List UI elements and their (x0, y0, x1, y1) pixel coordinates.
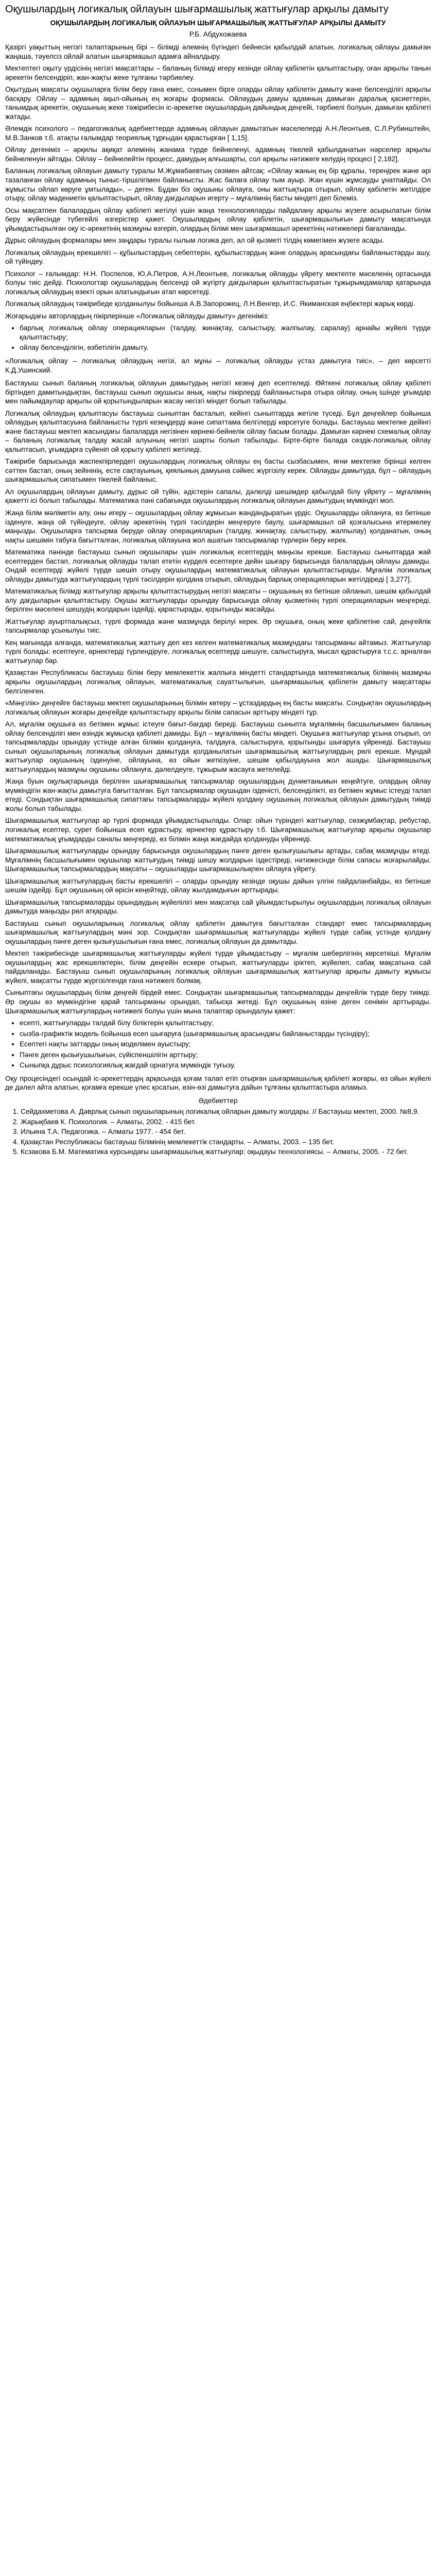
paragraph: Оқу процесіндегі осындай іс-әрекеттердің арқасында қоғам талап етіп отырған шығармашылық қабілеті жоғары, өз ойын жүйелі де дәлел айта алатын, қоғамға ерекше үлес қосатын, өзін-өзі дамытуға дайын тұлғаны қалыптастыра аламыз. (5, 1074, 431, 1092)
paragraph: Жаңа білім мәліметін алу, оны игеру – оқушылардың ойлау жұмысын жандандыратын үрдіс. Оқушыларды ойлануға, өз бетінше ізденуге, жаңа ой түйіндеуге, ойлау әрекетінің түрлі тәсілдерін меңгеруге баулу, шығармашыл ой қозғалысына итермелеу маңызды. Оқушыларға тапсырма беруде ойлау операцияларын (талдау, жинақтау, салыстыру, жалпылау) қолданатын, оның нақты шешімін табуға бағытталған, логикалық ойлауына жол ашатын тапсырмалар түрлерін беру керек. (5, 509, 431, 544)
reference-item: 2. Жарықбаев К. Психология. – Алматы, 2002. - 415 бет. (21, 1117, 431, 1127)
paragraph: Бастауыш сынып оқушыларының логикалық ойлау қабілетін дамытуға бағытталған стандарт емес тапсырмалардың шығармашылық жаттығулардың мәні зор. Сондықтан шығармашылық жаттығуларды жүйелі түрде сабақ үстінде қолдану оқушылардың пәнге деген қызығушылығын ғана емес, логикалық ойлауын да дамытады. (5, 919, 431, 945)
paragraph: Әлемдік психолого – педагогикалық әдебиеттерде адамның ойлауын дамытатын мәселелерді А.Н.Леонтьев, С.Л.Рубинштейн, М.В.Занков т.б. атақты ғалымдар теориялық тұрғыдан қарастырған [ 1,15]. (5, 125, 431, 142)
reference-item: 5. Ксзакова Б.М. Математика курсындағы шығармашылық жаттығулар: оқыдауы технологиясы. – Алматы, 2005. - 72 бет. (21, 1147, 431, 1157)
paragraph: Баланың логикалық ойлауын дамыту туралы М.Жұмабаевтың сөзімен айтсақ: «Ойлау жаның ең бір құралы, тереңірек және әрі тазаланған ойлау адамның тыныс-тіршілігімен байланысты. Жас балаға ойлау тым ауыр. Жан күшін жұмсауды ұнатпайды. Ол жұмысты ойлап көруге ұмтылады», – деген. Бұдан біз оқушыны ойлауға, оны жаттықтыра отырып, ойлау қабілетін жетілдіре отыру, ойлау мәдениетін қалыптастырып, ойлау дағдыларын игерту – мұғалімнің басты міндеті деп білеміз. (5, 167, 431, 202)
paragraph: Сыныптағы оқушылардың білім деңгейі бірдей емес. Сондықтан шығармашылық тапсырмаларды деңгейлік түрде беру тиімді. Әр оқушы өз мүмкіндігіне қарай тапсырманы орындап, табысқа жетеді. Бұл оқушының өзіне деген сенімін арттырады. Шығармашылық жаттығулардың нәтижелі болуы үшін мына талаптар орындалуы қажет: (5, 989, 431, 1015)
author-name: Р.Б. Абдухожаева (189, 30, 247, 38)
paragraph: Қазіргі уақыттың негізгі талаптарының бірі – білімді әлемнің бүгіндегі бейнесін қабылдай алатын, логикалық ойлауы дамыған жаңаша, тәуелсіз ойлай алатын шығармашыл адамға айналдыру. (5, 43, 431, 60)
bullet-list-1 (5, 324, 431, 352)
paragraph: Жаттығулар ауыртпалықсыз, түрлі формада және мазмұнда берілуі керек. Әр оқушыға, оның жеке қабілетіне сай, деңгейлік тапсырмалар ұсынылуы тиіс. (5, 617, 431, 635)
paragraph: Шығармашылық жаттығулардың басты ерекшелігі – оларды орындау кезінде оқушы дайын үлгіні пайдаланбайды, өз бетінше шешім іздейді. Бұл оқушының ой өрісін кеңейтеді, ойлау жылдамдығын арттырады. (5, 877, 431, 894)
list-item: • есепті, жаттығуларды талдай білу біліктерін қалыптастыру; (20, 1019, 431, 1028)
article-page (0, 0, 436, 1173)
list-item: • сызба-графиктік модель бойынша есеп шығаруға (шығармашылық арасындағы байланыстарды түсіндіру); (20, 1029, 431, 1039)
paragraph: Логикалық ойлаудың тәжірибеде қолданылуы бойынша А.В.Запорожец, Л.Н.Венгер, И.С. Якиманская еңбектері жарық көрді. (5, 300, 415, 308)
paragraph: Математикалық білімді жаттығулар арқылы қалыптастырудың негізгі мақсаты – оқушының өз бетінше ойланып, шешім қабылдай алу дағдыларын қалыптастыру. Оқушы жаттығуларды орындау барысында ойлау қызметінің түрлі операцияларын меңгереді, берілген мәселені шешудің жолдарын іздейді, қарастырады, қорытынды жасайды. (5, 587, 431, 614)
quote: «Логикалық ойлау – логикалық ойлаудың негізі, ал мұны – логикалық ойлауды үстаз дамытуға тиіс», – деп көрсетті К.Д.Ушинский. (5, 357, 431, 374)
paragraph: Тәжірибе барысында жаспекпірлердегі оқушылардың логикалық ойлауы ең басты сызбасымен, яғни мектепке бірінші келген сәттен бастап, оның зейінінің, есте сақтауының, қиялының дамуына сәйкес жүргізілу керек. Ойлауды дамытуда, бұл – ойлаудың шығармашылық сипатымен тікелей байланыс. (5, 457, 431, 484)
list-item: • барлық логикалық ойлау операцияларын (талдау, жинақтау, салыстыру, жалпылау, саралау) арнайы жүйелі түрде қалыптастыру; (20, 324, 431, 342)
references-heading: Әдебиеттер (198, 1096, 238, 1105)
paragraph: Ал, мұғалім оқушыға өз бетімен жұмыс істеуге бағыт-бағдар береді. Бастауыш сыныпта мұғалімнің басшылығымен баланың ойлау белсенділігі мен өзіндік жұмысқа қабілеті дамиды. Бұл – мұғалімнің басты міндеті. Оқушыға жаттығулар ұсына отырып, ол тапсырмаларды орындау үстінде алған білімін қолдануға, талдауға, салыстыруға, қорытынды шығаруға үйренеді. Бастауыш сынып оқушыларының логикалық ойлауын дамытуда қолданылатын шығармашылық жаттығулардың рөлі ерекше. Мұндай жаттығулар оқушының ізденуіне, ойлауына, өз ойын жеткізуіне, шешім қабылдауына жол ашады. Шығармашылық жаттығулардың мазмұны оқушыны ойлануға, дәлелдеуге, тұжырым жасауға жетелейді. (5, 720, 431, 773)
paragraph: Кең мағынада алғанда, математикалық жаттығу деп кез келген математикалық мазмұндағы тапсырманы айтамыз. Жаттығулар түрлі болады: есептеуге, өрнектерді түрлендіруге, логикалық есептерді шешуге, салыстыруға, мысал құрастыруға т.с.с. арналған жаттығулар бар. (5, 638, 431, 665)
paragraph: Дұрыс ойлаудың формалары мен заңдары туралы ғылым логика деп, ал ой қызметі тілдің көмегімен жүзеге асады. (5, 236, 385, 245)
paragraph: Қазақстан Республикасы бастауыш білім беру мемлекеттік жалпыға міндетті стандартында математикалық білімнің мазмұны арқылы оқушылардың логикалық ойлауын, математикалық сауаттылығын, шығармашылық қабілетін дамыту мақсаттары белгіленген. (5, 669, 431, 695)
paragraph: Психолог – ғалымдар: Н.Н. Поспелов, Ю.А.Петров, А.Н.Леонтьев, логикалық ойлауды үйрету мектепте мәселенің ортасында болуы тиіс дейді. Психологтар оқушылардың белсенді ой жүгірту дағдыларын қалыптастыратын тұжырымдамалар қатарында логикалық ойлаудың өзекті орын алатындығын атап көрсетеді. (5, 269, 431, 296)
paragraph: Мектептегі оқыту үрдісінің негізгі мақсаттары – баланың білімді игеру кезінде ойлау қабілетін қалыптастыру, оған арқылы танын әрекетін белсендіріп, жан-жақты жеке тұлғаны тәрбиелеу. (5, 64, 431, 81)
body-section-3 (5, 1074, 431, 1092)
reference-item: 1. Сейдахметова А. Дәврлық сынып оқушыларының логикалық ойларын дамыту жолдары. // Бастауыш мектеп, 2000. №8,9. (21, 1107, 431, 1116)
paragraph: «Мәңгілік» деңгейге бастауыш мектеп оқушыларының білімін көтеру – ұстаздардың ең басты мақсаты. Сондықтан оқушылардың логикалық ойлауын жоғары деңгейде қалыптастыру арқылы білім сапасын арттыру міндеті тұр. (5, 699, 431, 716)
paragraph: Оқытудың мақсаты оқушыларға білім беру ғана емес, сонымен бірге оларды ойлау қабілетін дамыту және белсенділігі арқылы басқару. Ойлау – адамның ақыл-ойының ең жоғары формасы. Ойлаудың дамуы адамның дамыған даралық қасиеттерін, танымдық әрекетін, оқушының жеке тәжірибесін іс-әрекетке оқушылардың дайындық деңгейі, тәрбиелі болуын, дамыған қабілеті жатады. (5, 86, 431, 121)
references-list (5, 1107, 431, 1157)
page-title: Оқушылардың логикалық ойлауын шығармашылық жаттығулар арқылы дамыту (5, 4, 389, 15)
paragraph: Осы мақсатпен балалардың ойлау қабілеті жетілуі үшін жаңа технологияларды пайдалану арқылы жүзеге асырылатын білім беру жүйесінде түбегейлі өзгерістер қажет. Оқушылардың ойлау қабілетін, шығармашылығын дамыту мақсатында ұйымдастырылған оқу іс-әрекетінің мазмұны өзгеріп, олардың білімі мен шығармашыл әрекетінің нәтижелері бағаланады. (5, 206, 431, 232)
list-item: • ойлау белсенділігін, өзбетілігін дамыту. (20, 343, 431, 352)
paragraph: Логикалық ойлаудың қалыптасуы бастауыш сыныптан басталып, кейінгі сыныптарда жетіле түседі. Бұл деңгейлер бойынша ойлаудың қалыптасуына байланысты түрлі кезеңдерді және сипаттама белгілерді көрсетуге болады. Бастауыш мектепке дейінгі және бастауыш мектеп жасындағы балаларда негізінен көрнекі-бейнелік ойлау басым болады. Дамыған кәрнекі схемалық ойлау – баланың логикалық талдау жасай алуының негізгі шарты болып табылады. Бірте-бірте балада сөздік-логикалық ойлау қалыптасып, ұғымдарға сүйеніп ой қорыту қабілеті жетіледі. (5, 409, 431, 453)
list-item: • Сыныпқа дұрыс психологиялық жағдай орнатуға мүмкіндік туғызу. (20, 1061, 431, 1070)
paragraph: Ал оқушылардың ойлауын дамыту, дұрыс ой түйін, әдістерін сапалы, дәлелді шешімдер қабылдай білу үйрету – мұғалімнің қажетті ісі болып табылады. Математика пәні сабағында оқушылардың логикалық ойлауын дамытудың мүмкіндігі мол. (5, 487, 431, 505)
reference-item: 3. Ильина Т.А. Педагогика. – Алматы 1977. - 454 бет. (21, 1127, 431, 1137)
body-section-1 (5, 43, 431, 320)
paragraph: Шығармашылық жаттығуларды орындау барысында оқушылардың пәнге деген қызығушылығы артады, сабақ мазмұнды өтеді. Мұғалімнің басшылығымен оқушылар жаттығудың тиімді шешу жолдарын іздестіреді, нәтижесінде білім сапасы жоғарылайды. Шығармашылық тапсырмалардың мақсаты – оқушыларды шығармашылықпен ойлауға үйрету. (5, 847, 431, 873)
paragraph: Логикалық ойлаудың ерекшелігі – құбылыстардың себептерін, құбылыстардың және олардың арасындағы байланыстарды ашу, ой түйіндеу. (5, 248, 431, 266)
paragraph: Математика пәнінде бастауыш сынып оқушылары үшін логикалық есептердің маңызы ерекше. Бастауыш сыныптарда жай есептерден бастап, логикалық ойлауды талап ететін күрделі есептерге дейін шығару барысында балалардың ойлауы дамиды. Ондай есептерді жүйелі түрде шешіп отыру оқушылардың математикалық ойлауын қалыптастырады. Мұғалім логикалық ойлауды дамытуда жаттығулардың түрлі тәсілдерін қолдана отырып, ойлаудың барлық операцияларын жетілдіреді [ 3,277]. (5, 548, 431, 583)
reference-item: 4. Қазақстан Республикасы бастауыш білімінің мемлекеттік стандарты. – Алматы, 2003. – 135 бет. (21, 1138, 431, 1147)
list-item: • Пәнге деген қызығушылығын, сүйіспеншілігін арттыру; (20, 1050, 431, 1060)
paragraph: Мектеп тәжірибесінде шығармашылық жаттығуларды жүйелі түрде ұйымдастыру – мұғалім шеберлігінің көрсеткіші. Мұғалім оқушылардың жас ерекшеліктерін, білім деңгейін ескере отырып, жаттығуларды іріктеп, жүйелеп, сабақ мақсатына сай пайдаланады. Бастауыш сынып оқушыларының логикалық ойлауын шығармашылық жаттығулар арқылы дамыту жұмысы жүйелі, мақсатты түрде жүргізілгенде ғана нәтижелі болмақ. (5, 950, 431, 985)
list-item: • Есептегі нақты заттарды оның моделімен ауыстыру; (20, 1040, 431, 1049)
paragraph: Ойлау дегеніміз – әрқилы ақиқат әлемінің жанама түрде бейнеленуі, адамның тікелей қабылданатын нәрселер арқылы бейнеленуін айтады. Ойлау – бейнелейтін процесс, дамудың алғышарты, сол арқылы нәтижеге келудің процесі [ 2,182]. (5, 146, 431, 163)
paragraph: Шығармашылық тапсырмаларды орындаудың жүйелілігі мен мақсатқа сай ұйымдастырылуы оқушылардың логикалық ойлауын дамытуда маңызды рөл атқарады. (5, 898, 431, 916)
article-heading: ОҚУШЫЛАРДЫҢ ЛОГИКАЛЫҚ ОЙЛАУЫН ШЫҒАРМАШЫЛЫҚ ЖАТТЫҒУЛАР АРҚЫЛЫ ДАМЫТУ (50, 19, 386, 27)
bullet-list-2 (5, 1019, 431, 1070)
paragraph: Жаңа буын оқулықтарында берілген шығармашылық тапсырмалар оқушылардың дүниетанымын кеңейтуге, олардың ойлау мүмкіндігін жан-жақты дамытуға бағытталған. Бұл тапсырмалар оқушыдан ізденісті, белсенділікті, өз бетімен жұмыс істеуді талап етеді. Сондықтан шығармашылық сипаттағы тапсырмаларды жүйелі қолдану оқушының логикалық ойлауын дамытудың тиімді жолы болып табылады. (5, 777, 431, 812)
paragraph: Жоғарыдағы авторлардың пікірлерінше «Логикалық ойлауды дамыту» дегеніміз: (5, 312, 269, 320)
paragraph: Бастауыш сынып баланың логикалық ойлауын дамытудың негізгі кезеңі деп есептеледі. Өйткені логикалық ойлау қабілеті біртіндеп дамитындықтан, бастауыш сынып оқушысы анық, нақты пікірлерді байланыстыра отыра ойлау, оның ішінде ұғымдар мен пайымдаулар арқылы ой қорытындыларын жасау негізгі міндет болып табылады. (5, 379, 431, 405)
body-section-2 (5, 379, 431, 1015)
paragraph: Шығармашылық жаттығулар әр түрлі формада ұйымдастырылады. Олар: ойын түріндегі жаттығулар, сөзжұмбақтар, ребустар, логикалық есептер, сурет бойынша есеп құрастыру, өрнектер құрастыру т.б. Шығармашылық жаттығулар арқылы оқушылар математикалық ұғымдарды саналы меңгереді, өз білімін жаңа жағдайда қолдануды үйренеді. (5, 817, 431, 843)
